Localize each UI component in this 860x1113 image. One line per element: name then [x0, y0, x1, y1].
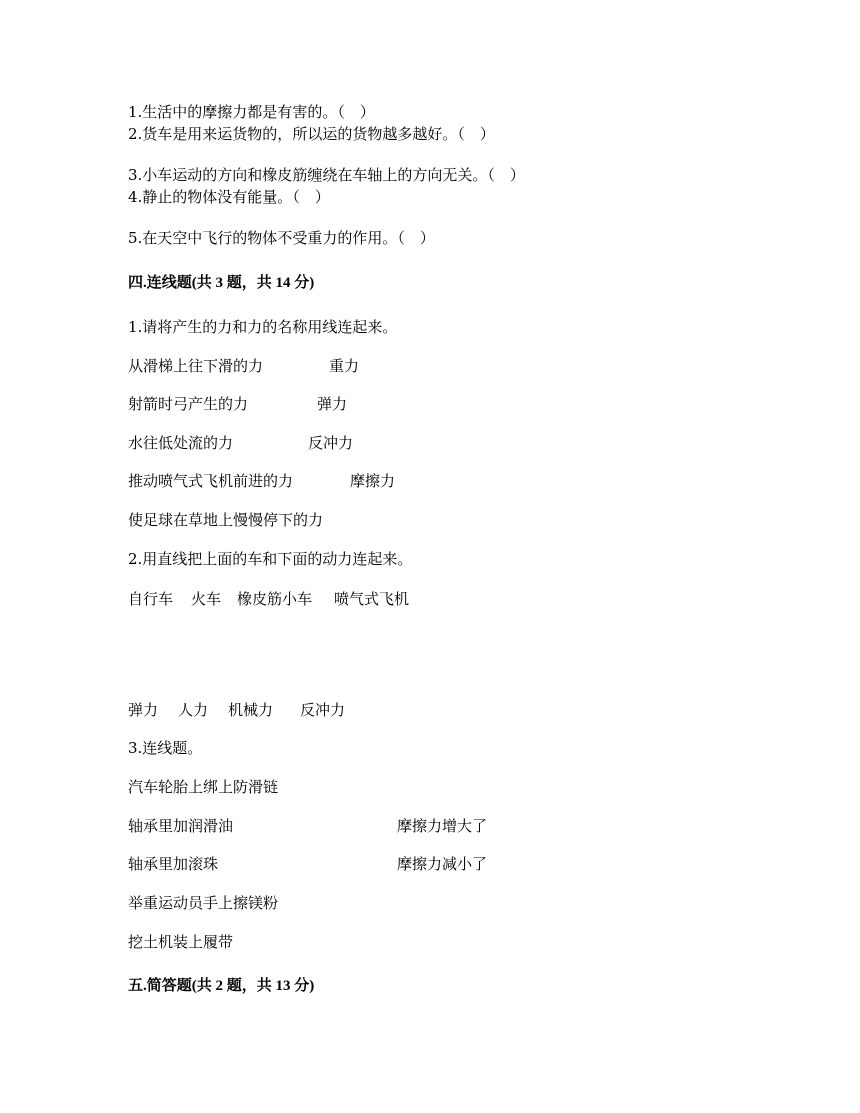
q1-left-item-5: 使足球在草地上慢慢停下的力 [128, 511, 324, 529]
q3-left-item-2: 轴承里加润滑油 [128, 817, 234, 835]
q1-right-item-4: 摩擦力 [350, 472, 396, 490]
q1-right-item-2: 弹力 [317, 395, 348, 413]
section-5-heading: 五.简答题(共 2 题，共 13 分) [128, 978, 315, 994]
judgement-item-4: 4.静止的物体没有能量。（ ） [128, 188, 330, 206]
q1-right-item-3: 反冲力 [308, 434, 354, 452]
q2-vehicle-1: 自行车 [128, 590, 174, 608]
q3-left-item-4: 举重运动员手上擦镁粉 [128, 894, 279, 912]
section-4-heading: 四.连线题(共 3 题，共 14 分) [128, 275, 315, 291]
q3-left-item-1: 汽车轮胎上绑上防滑链 [128, 778, 279, 796]
q3-right-item-2: 摩擦力减小了 [397, 855, 488, 873]
q1-left-item-4: 推动喷气式飞机前进的力 [128, 472, 294, 490]
q2-force-2: 人力 [178, 701, 209, 719]
judgement-item-1: 1.生活中的摩擦力都是有害的。（ ） [128, 103, 375, 121]
q3-left-item-5: 挖土机装上履带 [128, 933, 234, 951]
q2-force-3: 机械力 [228, 701, 274, 719]
judgement-item-3: 3.小车运动的方向和橡皮筋缠绕在车轴上的方向无关。（ ） [128, 166, 525, 184]
q1-right-item-1: 重力 [329, 357, 360, 375]
q2-vehicle-2: 火车 [191, 590, 222, 608]
judgement-item-5: 5.在天空中飞行的物体不受重力的作用。（ ） [128, 229, 435, 247]
q3-prompt: 3.连线题。 [128, 739, 203, 757]
q3-left-item-3: 轴承里加滚珠 [128, 855, 219, 873]
q2-force-1: 弹力 [128, 701, 159, 719]
q1-prompt: 1.请将产生的力和力的名称用线连起来。 [128, 318, 398, 336]
q1-left-item-2: 射箭时弓产生的力 [128, 395, 249, 413]
q1-left-item-3: 水往低处流的力 [128, 434, 234, 452]
judgement-item-2: 2.货车是用来运货物的，所以运的货物越多越好。（ ） [128, 125, 495, 143]
q2-vehicle-3: 橡皮筋小车 [237, 590, 313, 608]
q2-prompt: 2.用直线把上面的车和下面的动力连起来。 [128, 550, 413, 568]
q1-left-item-1: 从滑梯上往下滑的力 [128, 357, 264, 375]
q2-vehicle-4: 喷气式飞机 [334, 590, 410, 608]
q2-force-4: 反冲力 [300, 701, 346, 719]
q3-right-item-1: 摩擦力增大了 [397, 817, 488, 835]
